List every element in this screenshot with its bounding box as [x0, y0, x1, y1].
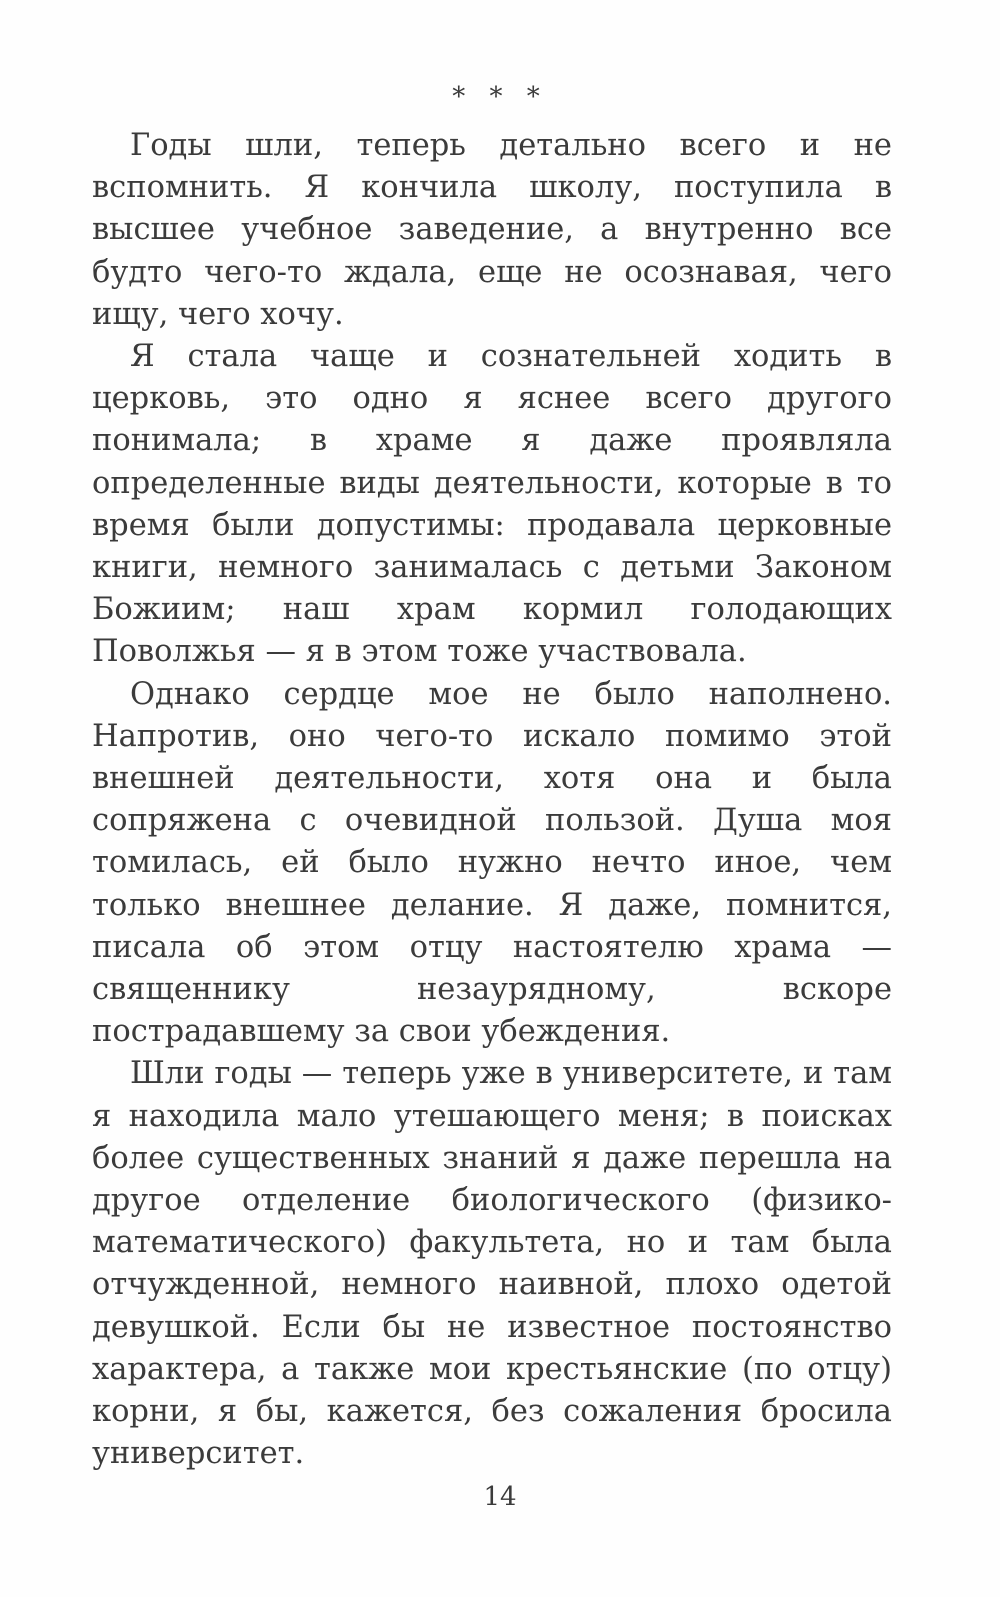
- paragraph: Однако сердце мое не было наполнено. Напротив, оно чего-то искало помимо этой внешней деятельности, хотя она и была сопряжена с очевидной пользой. Душа моя томилась, ей было нужно нечто иное, чем только внешнее делание. Я даже, помнится, писала об этом отцу настоятелю храма — священнику незаурядному, вскоре пострадавшему за свои убеждения.: [92, 676, 892, 1050]
- paragraph: Годы шли, теперь детально всего и не вспомнить. Я кончила школу, поступила в высшее учебное заведение, а внутренно все будто чего-то ждала, еще не осознавая, чего ищу, чего хочу.: [92, 128, 892, 332]
- paragraph: Шли годы — теперь уже в университете, и там я находила мало утешающего меня; в поисках более существенных знаний я даже перешла на другое отделение биологического (физико-математического) факультета, но и там была отчужденной, немного наивной, плохо одетой девушкой. Если бы не известное постоянство характера, а также мои крестьянские (по отцу) корни, я бы, кажется, без сожаления бросила университет.: [92, 1056, 892, 1472]
- page-number: 14: [483, 1482, 517, 1512]
- paragraph: Я стала чаще и сознательней ходить в церковь, это одно я яснее всего другого понимала; в храме я даже проявляла определенные виды деятельности, которые в то время были допустимы: продавала церковные книги, немного занималась с детьми Законом Божиим; наш храм кормил голодающих Поволжья — я в этом тоже участвовала.: [92, 339, 892, 670]
- section-divider: * * *: [452, 82, 548, 112]
- body-text: [92, 125, 892, 1476]
